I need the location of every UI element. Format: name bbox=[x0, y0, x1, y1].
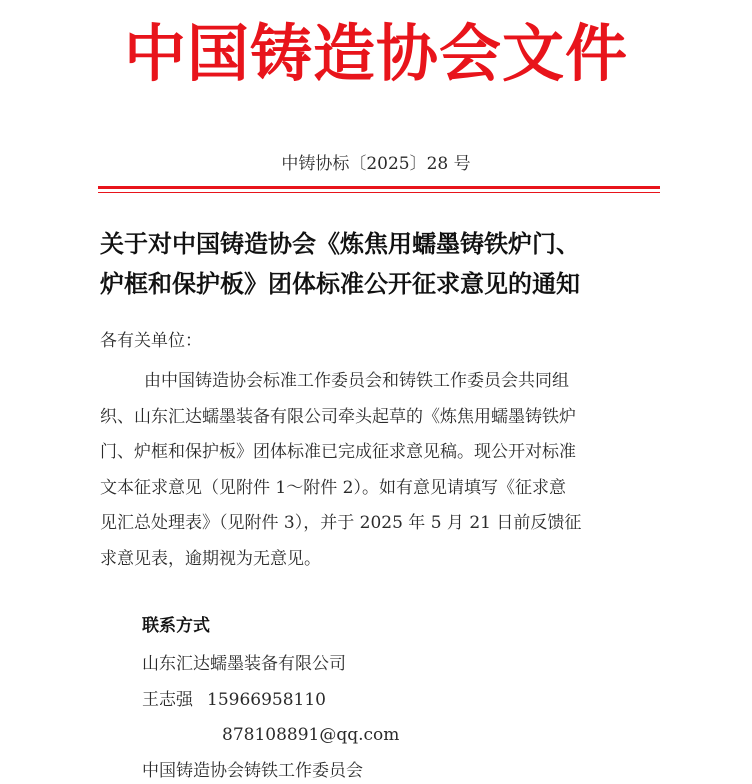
contact-heading: 联系方式 bbox=[142, 616, 210, 636]
contact-person-name: 王志强 bbox=[142, 689, 193, 710]
notice-title-line: 关于对中国铸造协会《炼焦用蠕墨铸铁炉门、 bbox=[100, 229, 580, 258]
contact-person bbox=[142, 683, 399, 719]
header-divider-thin bbox=[98, 192, 660, 193]
salutation: 各有关单位： bbox=[100, 331, 202, 351]
body-line: 见汇总处理表》（见附件 3），并于 2025 年 5 月 21 日前反馈征 bbox=[100, 513, 582, 533]
document-number: 中铸协标〔2025〕28 号 bbox=[281, 154, 471, 174]
contact-email: 878108891@qq.com bbox=[222, 725, 400, 745]
header-divider-thick bbox=[98, 186, 660, 189]
body-line: 织、山东汇达蠕墨装备有限公司牵头起草的《炼焦用蠕墨铸铁炉 bbox=[100, 406, 576, 427]
contact-committee: 中国铸造协会铸铁工作委员会 bbox=[142, 760, 363, 781]
document-header-title: 中国铸造协会文件 bbox=[123, 17, 628, 90]
body-line: 文本征求意见（见附件 1～附件 2）。如有意见请填写《征求意 bbox=[100, 477, 566, 498]
body-line: 门、炉框和保护板》团体标准已完成征求意见稿。现公开对标准 bbox=[100, 442, 576, 462]
notice-title-line: 炉框和保护板》团体标准公开征求意见的通知 bbox=[100, 269, 580, 298]
body-line: 求意见表，逾期视为无意见。 bbox=[100, 548, 321, 569]
contact-block bbox=[142, 647, 399, 784]
notice-body bbox=[100, 364, 670, 577]
contact-company: 山东汇达蠕墨装备有限公司 bbox=[142, 654, 346, 674]
notice-title bbox=[100, 224, 680, 304]
contact-phone: 15966958110 bbox=[207, 689, 326, 710]
body-line: 由中国铸造协会标准工作委员会和铸铁工作委员会共同组 bbox=[144, 371, 569, 391]
